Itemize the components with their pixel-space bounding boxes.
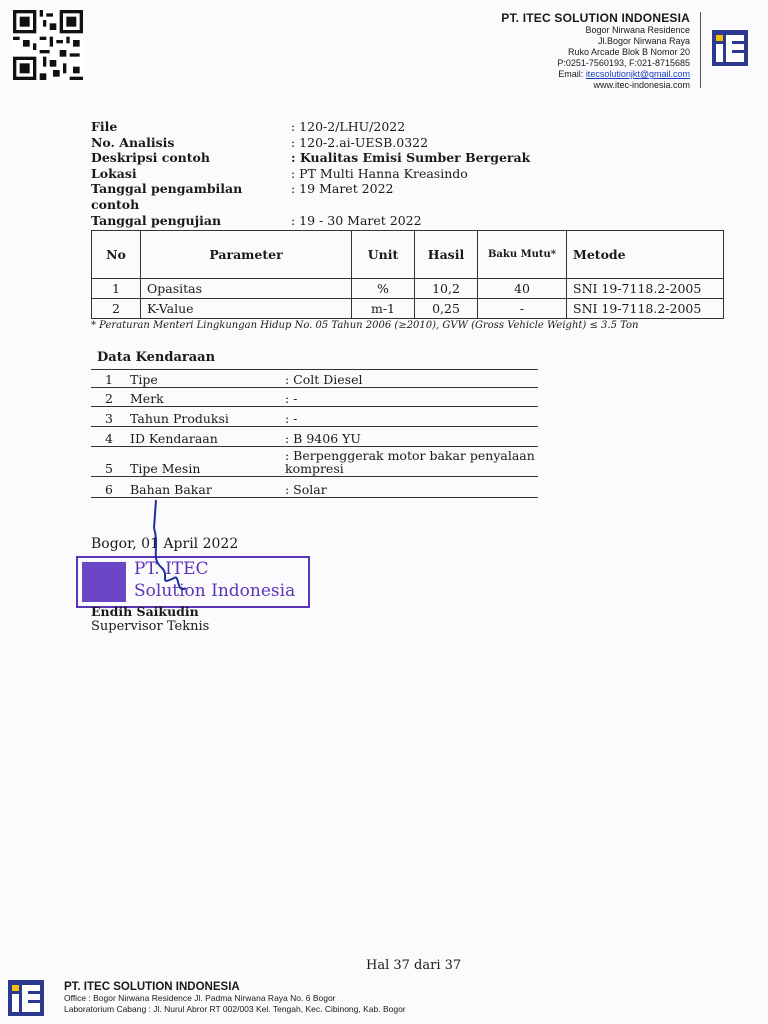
cell-baku-mutu: -	[478, 299, 567, 319]
meta-value: : 19 - 30 Maret 2022	[291, 212, 422, 228]
address-line: Jl.Bogor Nirwana Raya	[597, 36, 690, 46]
table-header-row	[92, 231, 724, 279]
footer-lab: Laboratorium Cabang : Jl. Nurul Abror RT 002/003 Kel. Tengah, Kec. Cibinong, Kab. Bogor	[64, 1004, 406, 1014]
col-header-no: No	[92, 231, 141, 279]
meta-key: No. Analisis	[91, 134, 175, 150]
itec-footer-logo	[8, 980, 44, 1016]
meta-value: : 120-2/LHU/2022	[291, 119, 406, 134]
vehicle-row-no: 2	[105, 391, 113, 406]
meta-value: : Kualitas Emisi Sumber Bergerak	[291, 150, 531, 166]
vehicle-row-no: 6	[105, 482, 113, 497]
cell-parameter: Opasitas	[141, 279, 352, 299]
handwritten-signature	[140, 498, 200, 608]
qr-code	[12, 10, 84, 80]
cell-metode: SNI 19-7118.2-2005	[567, 299, 724, 319]
phone-line: P:0251-7560193, F:021-8715685	[557, 58, 690, 68]
vehicle-row-value: : B 9406 YU	[285, 431, 361, 446]
meta-row	[91, 181, 530, 212]
cell-metode: SNI 19-7118.2-2005	[567, 279, 724, 299]
meta-value: : 120-2.ai-UESB.0322	[291, 134, 429, 150]
meta-row	[91, 166, 530, 182]
vehicle-row-value: : Berpenggerak motor bakar penyalaan kompresi	[285, 448, 535, 476]
stamp-line-1: PT. ITEC	[134, 559, 209, 579]
vehicle-row	[91, 427, 538, 447]
meta-row	[91, 213, 530, 229]
vehicle-row-label: Bahan Bakar	[130, 482, 212, 497]
vehicle-row	[91, 477, 538, 498]
meta-key: Tanggal pengujian	[91, 212, 222, 228]
vehicle-row-value: : Solar	[285, 482, 327, 497]
results-table	[91, 230, 724, 319]
signer-role: Supervisor Teknis	[91, 619, 210, 634]
meta-row	[91, 150, 530, 166]
table-row	[92, 279, 724, 299]
meta-value: : PT Multi Hanna Kreasindo	[291, 165, 468, 181]
email-link[interactable]: itecsolutionjkt@gmail.com	[585, 69, 690, 79]
vehicle-row-label: ID Kendaraan	[130, 431, 218, 446]
col-header-metode: Metode	[567, 231, 724, 279]
cell-baku-mutu: 40	[478, 279, 567, 299]
header-divider	[700, 12, 701, 88]
meta-value: : 19 Maret 2022	[291, 181, 394, 197]
col-header-baku-mutu: Baku Mutu*	[478, 231, 567, 279]
vehicle-row-no: 3	[105, 411, 113, 426]
place-date: Bogor, 01 April 2022	[91, 536, 239, 552]
cell-unit: %	[352, 279, 415, 299]
cell-no: 1	[92, 279, 141, 299]
footer-company	[64, 981, 406, 1015]
vehicle-row-value: : Colt Diesel	[285, 372, 363, 387]
address-line: Bogor Nirwana Residence	[585, 25, 690, 35]
cell-unit: m-1	[352, 299, 415, 319]
col-header-hasil: Hasil	[415, 231, 478, 279]
meta-key: Tanggal pengambilan contoh	[91, 181, 243, 212]
vehicle-row-value: : -	[285, 411, 298, 426]
vehicle-row-no: 4	[105, 431, 113, 446]
meta-row	[91, 135, 530, 151]
signer-name: Endih Saikudin	[91, 604, 199, 619]
meta-key: File	[91, 119, 118, 134]
stamp-logo	[82, 562, 126, 602]
vehicle-row	[91, 447, 538, 477]
website: www.itec-indonesia.com	[593, 80, 690, 90]
vehicle-section-title: Data Kendaraan	[97, 350, 216, 365]
vehicle-row-label: Tipe Mesin	[130, 461, 201, 476]
company-name: PT. ITEC SOLUTION INDONESIA	[501, 11, 690, 25]
cell-hasil: 0,25	[415, 299, 478, 319]
vehicle-row-no: 5	[105, 461, 113, 476]
cell-hasil: 10,2	[415, 279, 478, 299]
address-line: Ruko Arcade Blok B Nomor 20	[567, 47, 690, 57]
col-header-unit: Unit	[352, 231, 415, 279]
report-meta	[91, 119, 530, 228]
vehicle-row-label: Tahun Produksi	[130, 411, 229, 426]
itec-logo	[712, 30, 748, 66]
footnote: * Peraturan Menteri Lingkungan Hidup No. 05 Tahun 2006 (≥2010), GVW (Gross Vehicle Weight) ≤ 3.5 Ton	[91, 320, 639, 331]
company-header	[501, 11, 690, 91]
footer-company-name: PT. ITEC SOLUTION INDONESIA	[64, 981, 240, 993]
cell-parameter: K-Value	[141, 299, 352, 319]
email-label: Email:	[558, 69, 586, 79]
vehicle-table	[91, 369, 538, 498]
email-line	[501, 69, 690, 80]
col-header-parameter: Parameter	[141, 231, 352, 279]
vehicle-row-value: : -	[285, 391, 298, 406]
cell-no: 2	[92, 299, 141, 319]
vehicle-row-no: 1	[105, 372, 113, 387]
vehicle-row	[91, 407, 538, 427]
vehicle-row	[91, 370, 538, 388]
meta-row	[91, 119, 530, 135]
vehicle-row-label: Tipe	[130, 372, 158, 387]
table-row	[92, 299, 724, 319]
vehicle-row-label: Merk	[130, 391, 164, 406]
meta-key: Deskripsi contoh	[91, 150, 210, 166]
page-number: Hal 37 dari 37	[366, 958, 462, 973]
vehicle-row	[91, 388, 538, 407]
footer-office: Office : Bogor Nirwana Residence Jl. Padma Nirwana Raya No. 6 Bogor	[64, 993, 336, 1003]
meta-key: Lokasi	[91, 165, 137, 181]
stamp-line-2: Solution Indonesia	[134, 581, 296, 601]
